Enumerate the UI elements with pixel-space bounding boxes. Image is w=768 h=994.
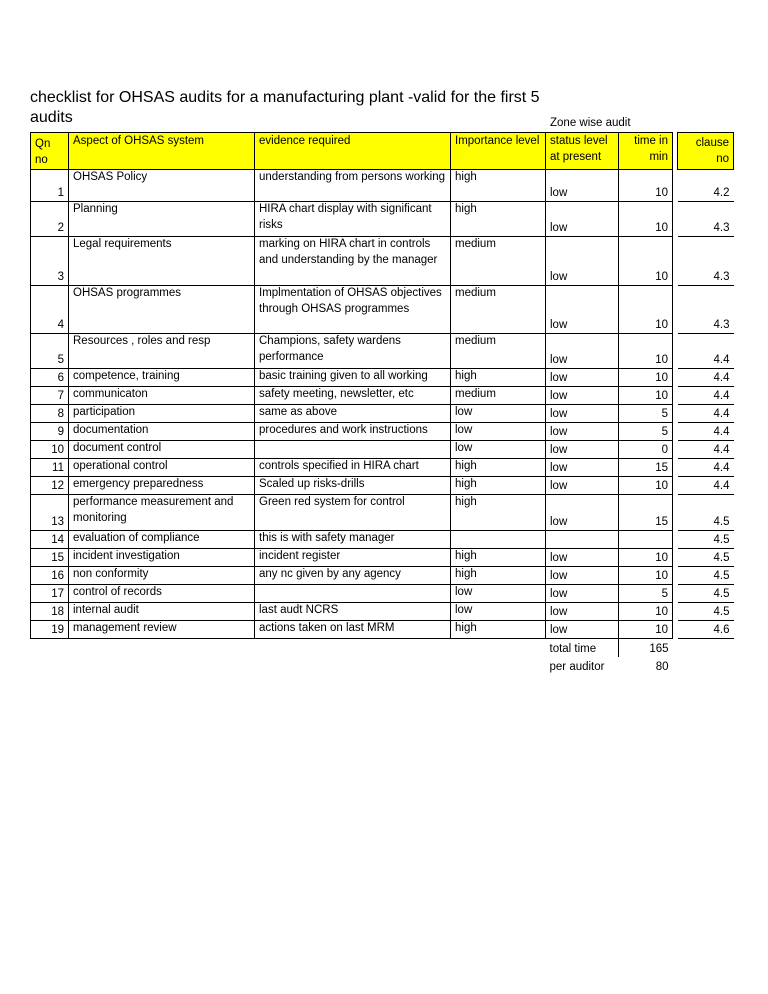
row-importance: medium <box>451 334 546 369</box>
header-evidence: evidence required <box>255 133 451 170</box>
row-status: low <box>546 405 619 423</box>
row-clause: 4.5 <box>678 549 734 567</box>
row-importance: low <box>451 585 546 603</box>
row-importance: low <box>451 405 546 423</box>
row-clause: 4.2 <box>678 170 734 202</box>
row-clause: 4.6 <box>678 621 734 639</box>
row-evidence: actions taken on last MRM <box>255 621 451 639</box>
row-status: low <box>546 286 619 334</box>
row-evidence: Green red system for control <box>255 495 451 531</box>
table-row <box>31 237 734 286</box>
row-qn: 1 <box>31 170 69 202</box>
row-status: low <box>546 423 619 441</box>
row-evidence: Champions, safety wardens performance <box>255 334 451 369</box>
row-evidence: incident register <box>255 549 451 567</box>
row-qn: 6 <box>31 369 69 387</box>
row-clause: 4.3 <box>678 202 734 237</box>
row-time: 10 <box>619 549 673 567</box>
table-row <box>31 531 734 549</box>
row-evidence: last audt NCRS <box>255 603 451 621</box>
row-time: 0 <box>619 441 673 459</box>
row-status: low <box>546 495 619 531</box>
row-qn: 4 <box>31 286 69 334</box>
row-time: 15 <box>619 459 673 477</box>
header-status: status level at present <box>546 133 619 170</box>
row-importance: medium <box>451 237 546 286</box>
row-time: 5 <box>619 585 673 603</box>
row-qn: 18 <box>31 603 69 621</box>
row-aspect: evaluation of compliance <box>69 531 255 549</box>
row-status: low <box>546 334 619 369</box>
row-time: 10 <box>619 477 673 495</box>
row-status: low <box>546 549 619 567</box>
row-importance: low <box>451 603 546 621</box>
row-evidence: Scaled up risks-drills <box>255 477 451 495</box>
row-aspect: emergency preparedness <box>69 477 255 495</box>
row-importance: low <box>451 423 546 441</box>
row-importance <box>451 531 546 549</box>
row-time: 10 <box>619 202 673 237</box>
row-time <box>619 531 673 549</box>
table-row <box>31 405 734 423</box>
row-aspect: participation <box>69 405 255 423</box>
row-time: 10 <box>619 621 673 639</box>
row-evidence: this is with safety manager <box>255 531 451 549</box>
row-aspect: communicaton <box>69 387 255 405</box>
row-qn: 13 <box>31 495 69 531</box>
header-aspect: Aspect of OHSAS system <box>69 133 255 170</box>
row-status: low <box>546 603 619 621</box>
row-importance: high <box>451 459 546 477</box>
row-clause: 4.4 <box>678 423 734 441</box>
row-aspect: incident investigation <box>69 549 255 567</box>
per-auditor-row <box>31 657 734 675</box>
row-evidence: basic training given to all working <box>255 369 451 387</box>
row-aspect: OHSAS programmes <box>69 286 255 334</box>
row-evidence: understanding from persons working <box>255 170 451 202</box>
row-qn: 16 <box>31 567 69 585</box>
row-aspect: control of records <box>69 585 255 603</box>
per-auditor-value: 80 <box>655 660 669 673</box>
row-qn: 7 <box>31 387 69 405</box>
row-aspect: performance measurement and monitoring <box>69 495 255 531</box>
table-row <box>31 387 734 405</box>
row-clause: 4.4 <box>678 387 734 405</box>
row-clause: 4.5 <box>678 567 734 585</box>
table-row <box>31 495 734 531</box>
table-row <box>31 441 734 459</box>
row-clause: 4.4 <box>678 405 734 423</box>
row-clause: 4.5 <box>678 531 734 549</box>
header-clause: clause no <box>678 133 734 170</box>
row-evidence: Implmentation of OHSAS objectives through OHSAS programmes <box>255 286 451 334</box>
header-time: time in min <box>619 133 673 170</box>
table-row <box>31 549 734 567</box>
row-aspect: operational control <box>69 459 255 477</box>
row-time: 10 <box>619 286 673 334</box>
row-aspect: documentation <box>69 423 255 441</box>
row-importance: high <box>451 495 546 531</box>
row-time: 15 <box>619 495 673 531</box>
row-qn: 10 <box>31 441 69 459</box>
row-evidence: procedures and work instructions <box>255 423 451 441</box>
row-time: 10 <box>619 603 673 621</box>
row-evidence: HIRA chart display with significant risks <box>255 202 451 237</box>
row-importance: high <box>451 170 546 202</box>
row-time: 5 <box>619 423 673 441</box>
row-clause: 4.4 <box>678 334 734 369</box>
row-clause: 4.4 <box>678 441 734 459</box>
audit-checklist-table <box>30 132 734 675</box>
table-row <box>31 477 734 495</box>
row-clause: 4.4 <box>678 477 734 495</box>
row-aspect: Planning <box>69 202 255 237</box>
row-evidence <box>255 441 451 459</box>
table-row <box>31 567 734 585</box>
row-aspect: internal audit <box>69 603 255 621</box>
row-importance: high <box>451 369 546 387</box>
table-row <box>31 334 734 369</box>
row-status: low <box>546 369 619 387</box>
row-aspect: competence, training <box>69 369 255 387</box>
row-time: 10 <box>619 170 673 202</box>
row-status: low <box>546 567 619 585</box>
row-status: low <box>546 585 619 603</box>
row-qn: 2 <box>31 202 69 237</box>
table-row <box>31 170 734 202</box>
row-clause: 4.4 <box>678 459 734 477</box>
row-time: 10 <box>619 387 673 405</box>
row-aspect: Resources , roles and resp <box>69 334 255 369</box>
row-qn: 15 <box>31 549 69 567</box>
row-evidence: controls specified in HIRA chart <box>255 459 451 477</box>
row-importance: high <box>451 549 546 567</box>
row-clause: 4.5 <box>678 603 734 621</box>
row-clause: 4.3 <box>678 237 734 286</box>
row-status <box>546 531 619 549</box>
row-clause: 4.4 <box>678 369 734 387</box>
row-evidence: same as above <box>255 405 451 423</box>
header-qn: Qn no <box>31 133 69 170</box>
total-time-row <box>31 639 734 658</box>
row-status: low <box>546 387 619 405</box>
header-importance: Importance level <box>451 133 546 170</box>
row-qn: 8 <box>31 405 69 423</box>
row-clause: 4.5 <box>678 585 734 603</box>
row-importance: medium <box>451 286 546 334</box>
row-importance: high <box>451 621 546 639</box>
row-time: 10 <box>619 334 673 369</box>
total-time-value: 165 <box>649 642 669 655</box>
row-importance: medium <box>451 387 546 405</box>
row-evidence <box>255 585 451 603</box>
row-status: low <box>546 459 619 477</box>
row-importance: high <box>451 477 546 495</box>
per-auditor-label: per auditor <box>549 660 605 673</box>
document-title: checklist for OHSAS audits for a manufacturing plant -valid for the first 5 audits <box>30 89 540 126</box>
row-qn: 12 <box>31 477 69 495</box>
row-status: low <box>546 237 619 286</box>
row-time: 10 <box>619 369 673 387</box>
table-row <box>31 286 734 334</box>
row-clause: 4.5 <box>678 495 734 531</box>
row-importance: high <box>451 202 546 237</box>
table-row <box>31 621 734 639</box>
header-row <box>31 133 734 170</box>
row-evidence: safety meeting, newsletter, etc <box>255 387 451 405</box>
row-qn: 14 <box>31 531 69 549</box>
row-evidence: any nc given by any agency <box>255 567 451 585</box>
row-aspect: non conformity <box>69 567 255 585</box>
row-qn: 9 <box>31 423 69 441</box>
row-status: low <box>546 202 619 237</box>
table-row <box>31 423 734 441</box>
row-status: low <box>546 621 619 639</box>
table-row <box>31 202 734 237</box>
row-qn: 11 <box>31 459 69 477</box>
table-row <box>31 585 734 603</box>
table-row <box>31 459 734 477</box>
row-status: low <box>546 170 619 202</box>
zone-audit-label: Zone wise audit <box>550 117 631 129</box>
row-aspect: document control <box>69 441 255 459</box>
row-clause: 4.3 <box>678 286 734 334</box>
row-qn: 17 <box>31 585 69 603</box>
row-importance: low <box>451 441 546 459</box>
row-aspect: OHSAS Policy <box>69 170 255 202</box>
row-status: low <box>546 441 619 459</box>
row-aspect: management review <box>69 621 255 639</box>
row-qn: 5 <box>31 334 69 369</box>
table-row <box>31 369 734 387</box>
total-time-label: total time <box>546 639 619 658</box>
row-time: 10 <box>619 567 673 585</box>
row-aspect: Legal requirements <box>69 237 255 286</box>
row-evidence: marking on HIRA chart in controls and understanding by the manager <box>255 237 451 286</box>
row-time: 5 <box>619 405 673 423</box>
row-qn: 3 <box>31 237 69 286</box>
row-time: 10 <box>619 237 673 286</box>
row-importance: high <box>451 567 546 585</box>
table-row <box>31 603 734 621</box>
row-qn: 19 <box>31 621 69 639</box>
row-status: low <box>546 477 619 495</box>
